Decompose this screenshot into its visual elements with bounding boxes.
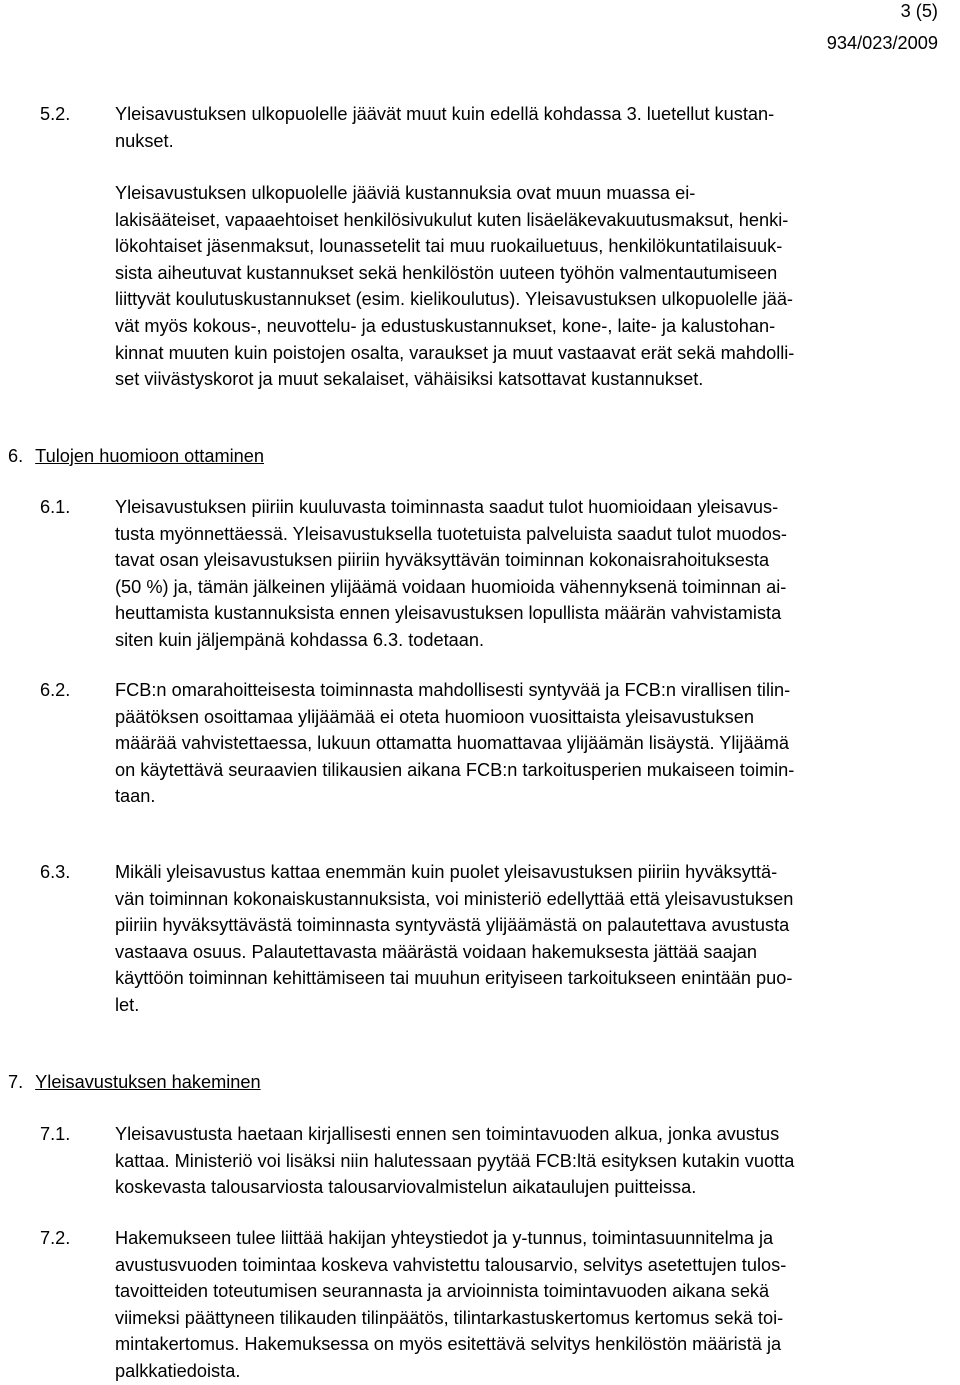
clause-5-2-detail — [115, 180, 952, 393]
text-line: avustusvuoden toimintaa koskeva vahvistettu talousarvio, selvitys asetettujen tulos- — [115, 1254, 787, 1275]
text-line: tavoitteiden toteutumisen seurannasta ja arvioinnista toimintavuoden aikana sekä — [115, 1281, 770, 1302]
text-line: Yleisavustuksen ulkopuolelle jääviä kustannuksia ovat muun muassa ei- — [115, 183, 696, 203]
text-line: vät myös kokous-, neuvottelu- ja edustuskustannukset, kone-, laite- ja kalustohan- — [115, 315, 776, 336]
text-line: taan. — [115, 786, 156, 807]
text-line: nukset. — [115, 130, 174, 151]
clause-7-2-number: 7.2. — [40, 1228, 71, 1248]
section-title: Yleisavustuksen hakeminen — [35, 1072, 261, 1092]
text-line: mintakertomus. Hakemuksessa on myös esitettävä selvitys henkilöstön määristä ja — [115, 1334, 782, 1355]
text-line: piiriin hyväksyttävästä toiminnasta syntyvästä ylijäämästä on palautettava avustusta — [115, 915, 790, 936]
clause-7-2-text — [115, 1225, 952, 1385]
clause-6-1-text — [115, 494, 952, 654]
text-line: on käytettävä seuraavien tilikausien aikana FCB:n tarkoitusperien mukaiseen toimin- — [115, 759, 795, 780]
section-number: 6. — [8, 446, 24, 466]
clause-6-2-number: 6.2. — [40, 680, 71, 700]
text-line: koskevasta talousarviosta talousarviovalmistelun aikataulujen puitteissa. — [115, 1177, 697, 1198]
text-line: päätöksen osoittamaa ylijäämää ei oteta huomioon vuosittaista yleisavustuksen — [115, 706, 754, 727]
text-line: kattaa. Ministeriö voi lisäksi niin halutessaan pyytää FCB:ltä esityksen kutakin vuotta — [115, 1150, 795, 1171]
clause-6-2-text — [115, 677, 952, 810]
clause-7-1-number: 7.1. — [40, 1124, 71, 1144]
text-line: Mikäli yleisavustus kattaa enemmän kuin puolet yleisavustuksen piiriin hyväksyttä- — [115, 862, 778, 882]
text-line: viimeksi päättyneen tilikauden tilinpäätös, tilintarkastuskertomus kertomus sekä toi- — [115, 1307, 784, 1328]
clause-6-1-number: 6.1. — [40, 497, 71, 517]
section-number: 7. — [8, 1072, 24, 1092]
clause-6-3-text — [115, 859, 952, 1019]
clause-5-2-number: 5.2. — [40, 104, 71, 124]
text-line: tusta myönnettäessä. Yleisavustuksella tuotetuista palveluista saadut tulot muodos- — [115, 523, 787, 544]
text-line: lökohtaiset jäsenmaksut, lounassetelit tai muu ruokailuetuus, henkilökuntatilaisuuk- — [115, 236, 783, 257]
text-line: vän toiminnan kokonaiskustannuksista, voi ministeriö edellyttää että yleisavustuksen — [115, 888, 794, 909]
text-line: heuttamista kustannuksista ennen yleisavustuksen lopullista määrän vahvistamista — [115, 603, 782, 624]
text-line: tavat osan yleisavustuksen piiriin hyväksyttävän toiminnan kokonaisrahoituksesta — [115, 550, 770, 571]
text-line: Hakemukseen tulee liittää hakijan yhteystiedot ja y-tunnus, toimintasuunnitelma ja — [115, 1228, 774, 1248]
text-line: (50 %) ja, tämän jälkeinen ylijäämä voidaan huomioida vähennyksenä toiminnan ai- — [115, 576, 787, 597]
text-line: siten kuin jäljempänä kohdassa 6.3. todetaan. — [115, 629, 485, 650]
document-reference: 934/023/2009 — [826, 33, 938, 53]
clause-6-3-number: 6.3. — [40, 862, 71, 882]
text-line: kinnat muuten kuin poistojen osalta, varaukset ja muut vastaavat erät sekä mahdolli- — [115, 342, 795, 363]
text-line: liittyvät koulutuskustannukset (esim. kielikoulutus). Yleisavustuksen ulkopuolelle jää- — [115, 289, 793, 310]
text-line: lakisääteiset, vapaaehtoiset henkilösivukulut kuten lisäeläkevakuutusmaksut, henki- — [115, 209, 789, 230]
text-line: vastaava osuus. Palautettavasta määrästä voidaan hakemuksesta jättää saajan — [115, 941, 758, 962]
text-line: Yleisavustusta haetaan kirjallisesti ennen sen toimintavuoden alkua, jonka avustus — [115, 1124, 780, 1144]
text-line: käyttöön toiminnan kehittämiseen tai muuhun erityiseen tarkoitukseen enintään puo- — [115, 968, 793, 989]
text-line: Yleisavustuksen ulkopuolelle jäävät muut kuin edellä kohdassa 3. luetellut kustan- — [115, 104, 775, 124]
text-line: Yleisavustuksen piiriin kuuluvasta toiminnasta saadut tulot huomioidaan yleisavus- — [115, 497, 779, 517]
page-number: 3 (5) — [900, 1, 938, 21]
text-line: set viivästyskorot ja muut sekalaiset, vähäisiksi katsottavat kustannukset. — [115, 369, 704, 390]
section-7-heading — [8, 1069, 261, 1096]
section-title: Tulojen huomioon ottaminen — [35, 446, 265, 466]
text-line: let. — [115, 994, 140, 1015]
text-line: sista aiheutuvat kustannukset sekä henkilöstön uuteen työhön valmentautumiseen — [115, 262, 778, 283]
section-6-heading — [8, 443, 264, 470]
text-line: FCB:n omarahoitteisesta toiminnasta mahdollisesti syntyvää ja FCB:n virallisen tilin- — [115, 680, 791, 700]
clause-7-1-text — [115, 1121, 952, 1201]
text-line: määrää vahvistettaessa, lukuun ottamatta huomattavaa ylijäämän lisäystä. Ylijäämä — [115, 733, 789, 754]
clause-5-2-text — [115, 101, 952, 154]
text-line: palkkatiedoista. — [115, 1360, 241, 1381]
